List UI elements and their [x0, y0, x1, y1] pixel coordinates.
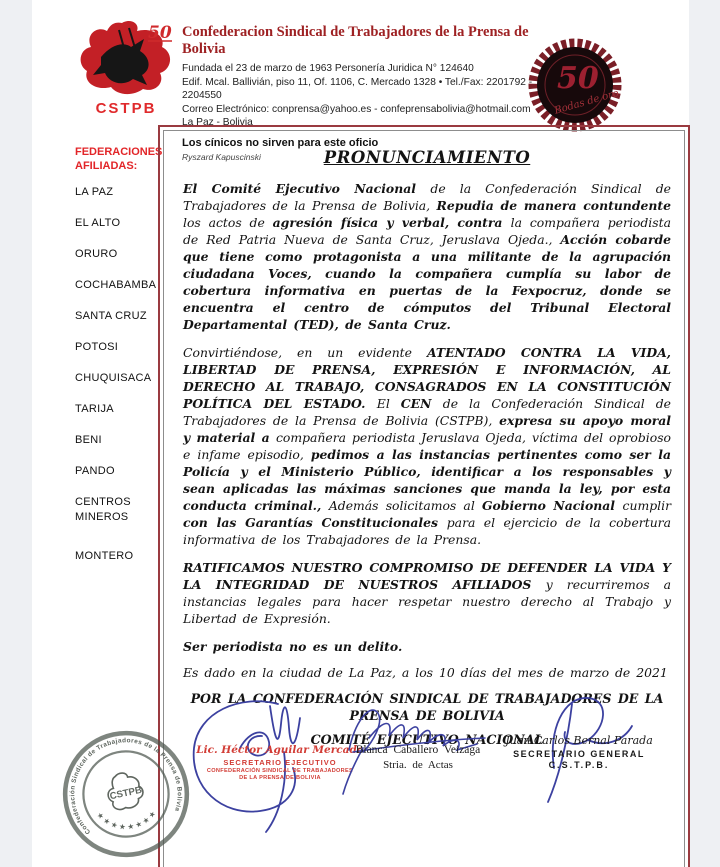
signer-1-role: SECRETARIO EJECUTIVO — [223, 758, 337, 767]
text-run: la compañera periodista de Red Patria Nueva de Santa Cruz, Jeruslava Ojeda., — [183, 215, 671, 247]
sidebar-item: MONTERO — [75, 550, 134, 562]
sidebar-item: BENI — [75, 434, 102, 446]
text-run: Repudia de manera contundente — [436, 198, 671, 213]
signer-3-name: Juan Carlos Bernal Parada — [505, 734, 653, 747]
signer-2-name: Blanca Caballero Veizaga — [355, 744, 481, 756]
text-run: cumplir — [622, 498, 671, 513]
document-body — [183, 148, 671, 748]
logo-acronym-label: CSTPB — [95, 100, 157, 117]
sidebar-item: COCHABAMBA — [75, 279, 157, 291]
signer-3-org: C.S.T.P.B. — [548, 760, 610, 770]
sidebar-item: PANDO — [75, 465, 115, 477]
text-run: RATIFICAMOS NUESTRO COMPROMISO DE DEFENDER LA VIDA Y LA INTEGRIDAD DE NUESTROS AFILIADOS — [183, 560, 671, 592]
sidebar-item: LA PAZ — [75, 186, 114, 198]
motto-quote: Los cínicos no sirven para este oficio — [182, 136, 379, 149]
organization-name: Confederacion Sindical de Trabajadores de la Prensa de Bolivia — [182, 24, 529, 57]
paragraph-slogan — [183, 638, 671, 655]
sidebar-item: CENTROS MINEROS — [75, 496, 131, 523]
stamp-center-acronym: CSTPB — [108, 784, 144, 803]
signer-1-org-line2: DE LA PRENSA DE BOLIVIA — [239, 775, 321, 781]
text-run: de la Confederación Sindical de Trabajadores de la Prensa de Bolivia (CSTPB), — [183, 396, 671, 428]
text-run: con las Garantías Constitucionales — [183, 515, 447, 530]
seal-script-text: Bodas de oro — [553, 87, 621, 117]
text-run: ATENTADO CONTRA LA VIDA, LIBERTAD DE PRENSA, EXPRESIÓN E INFORMACIÓN, AL DERECHO AL TRABAJO, CONSAGRADOS EN LA CONSTITUCIÓN POLÍTICA DEL ESTADO. — [183, 345, 671, 411]
text-run: Acción cobarde que tiene como protagonista a una militante de la agrupación ciudadana Voces, cuando la compañera cumplía su labor de cobertura informativa en puertas de la Fexpocruz, donde se encuentra el centro de cómputos del Tribunal Electoral Departamental (TED), de Santa Cruz. — [183, 232, 671, 332]
text-run: Convirtiéndose, en un evidente — [183, 345, 427, 360]
text-run: pedimos a las instancias pertinentes como ser la Policía y el Ministerio Público, identificar a los responsables y sean aplicadas las máximas sanciones que manda la ley, por esta conducta criminal., — [183, 447, 671, 513]
text-run: agresión física y verbal, contra — [272, 215, 511, 230]
sidebar-item: TARIJA — [75, 403, 114, 415]
signature-block-secretaria-actas — [335, 698, 501, 818]
signature-block-secretario-general — [484, 690, 674, 820]
anniversary-seal — [521, 36, 633, 136]
address-line-1: Fundada el 23 de marzo de 1963 Personería Juridica N° 124640 — [182, 63, 474, 74]
letterhead-address — [182, 62, 554, 130]
text-run: Es dado en la ciudad de La Paz, a los 10 días del mes de marzo de 2021 — [183, 665, 668, 680]
motto-author: Ryszard Kapuscinski — [182, 151, 261, 162]
closing-line-1: POR LA CONFEDERACIÓN SINDICAL DE TRABAJADORES DE LA PRENSA DE BOLIVIA — [190, 691, 664, 723]
signature-3-labels — [484, 734, 674, 770]
stamp-stars: ★ ★ ★ ★ ★ ★ ★ ★ — [94, 809, 158, 832]
text-run: para el ejercicio de la cobertura informativa de los Trabajadores de la Prensa. — [183, 515, 671, 547]
text-run: expresa su apoyo moral y material a — [183, 413, 671, 445]
address-line-4: La Paz - Bolivia — [182, 117, 253, 129]
text-run: Ser periodista no es un delito. — [183, 639, 403, 654]
closing-line-2: COMITÉ EJECUTIVO NACIONAL — [310, 732, 544, 747]
sidebar-item: EL ALTO — [75, 217, 121, 229]
text-run: El — [376, 396, 401, 411]
document-page — [32, 0, 689, 867]
logo-50-number: 50 — [148, 23, 172, 43]
cstpb-logo — [72, 18, 180, 100]
text-run: los actos de — [183, 215, 273, 230]
sidebar-item: ORURO — [75, 248, 118, 260]
text-run: Gobierno Nacional — [481, 498, 623, 513]
text-run: de la Confederación Sindical de Trabajadores de la Prensa de Bolivia, — [183, 181, 671, 213]
paragraph-dateline — [183, 664, 671, 681]
text-run: y recurriremos a instancias legales para hacer respetar nuestro derecho al Trabajo y Libertad de Expresión. — [183, 577, 671, 626]
signer-1-name: Lic. Héctor Aguilar Mercado — [196, 744, 364, 756]
stamp-ring-text: Confederación Sindical de Trabajadores de la Prensa de Bolivia — [69, 737, 183, 836]
paragraph-3 — [183, 559, 671, 627]
paragraph-1 — [183, 180, 671, 333]
text-run: El Comité Ejecutivo Nacional — [183, 181, 431, 196]
seal-50-number: 50 — [557, 61, 599, 96]
signer-1-org-line1: CONFEDERACIÓN SINDICAL DE TRABAJADORES — [206, 768, 354, 774]
signer-3-role: SECRETARIO GENERAL — [513, 749, 645, 759]
sidebar-item: POTOSI — [75, 341, 119, 353]
sidebar-heading: FEDERACIONES AFILIADAS: — [75, 146, 163, 172]
signature-2-labels — [335, 744, 501, 771]
sidebar-item: SANTA CRUZ — [75, 310, 147, 322]
text-run: compañera periodista Jeruslava Ojeda, víctima del oprobioso e infame episodio, — [183, 430, 672, 462]
text-run: CEN — [400, 396, 443, 411]
paragraph-2 — [183, 344, 671, 548]
signer-2-role: Stria. de Actas — [383, 759, 453, 771]
sidebar-item: CHUQUISACA — [75, 372, 152, 384]
text-run: Además solicitamos al — [328, 498, 482, 513]
address-line-3: Correo Electrónico: conprensa@yahoo.es - confeprensabolivia@hotmail.com — [182, 103, 531, 115]
signature-area — [32, 688, 689, 867]
address-line-2: Edif. Mcal. Ballivián, piso 11, Of. 1106, C. Mercado 1328 • Tel./Fax: 2201792 - 2204550 — [182, 76, 533, 102]
document-title: PRONUNCIAMIENTO — [323, 148, 531, 167]
